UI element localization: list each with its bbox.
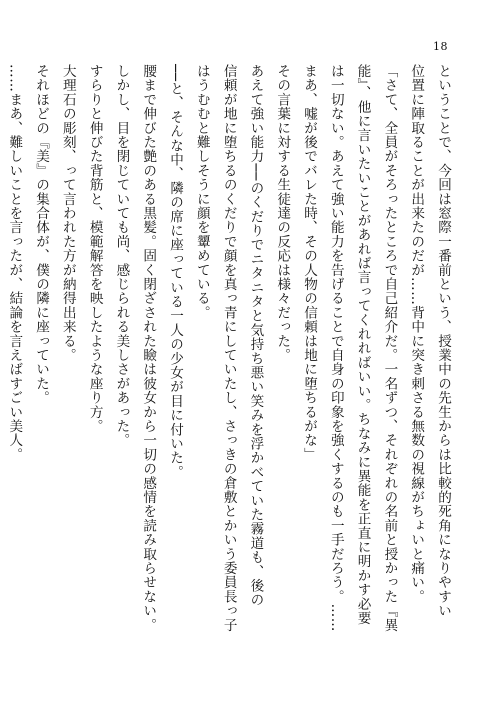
text-line: あえて強い能力──のくだりでニタニタと気持ち悪い笑みを浮かべていた霧道も、後の <box>247 64 264 607</box>
text-line: すらりと伸びた背筋と、模範解答を映したような座り方。 <box>86 64 103 434</box>
text-line: 腰まで伸びた艶のある黒髪。固く閉ざされた瞼は彼女から一切の感情を読み取らせない。 <box>140 64 157 632</box>
text-line: ──と、そんな中、隣の席に座っている一人の少女が目に付いた。 <box>167 64 184 480</box>
text-line: まあ、嘘が後でバレた時、その人物の信頼は地に堕ちるがな」 <box>301 64 318 462</box>
text-line: 能』、他に言いたいことがあれば言ってくれればいい。ちなみに異能を正直に明かす必要 <box>354 64 371 626</box>
text-line: 信頼が地に堕ちるのくだりで顔を真っ青にしていたし、さっきの倉敷とかいう委員長っ子 <box>220 64 237 632</box>
text-line: 大理石の彫刻、って言われた方が納得出来る。 <box>59 64 76 363</box>
text-line: は一切ない。あえて強い能力を告げることで自身の印象を強くするのも一手だろう。…… <box>327 64 344 632</box>
text-line: しかし、目を閉じていても尚、感じられる美しさがあった。 <box>113 64 130 448</box>
text-line: ということで、今回は窓際一番前という、授業中の先生からは比較的死角になりやすい <box>435 64 451 618</box>
text-line: 「さて、全員がそろったところで自己紹介だ。一名ずつ、それぞれの名前と授かった『異 <box>381 64 398 632</box>
body-text <box>0 64 456 649</box>
text-line: 位置に陣取ることが出来たのだが……背中に突き刺さる無数の視線がちょいと痛い。 <box>408 64 425 604</box>
text-line: その言葉に対する生徒達の反応は様々だった。 <box>274 64 291 363</box>
text-line: それほどの『美』の集合体が、僕の隣に座っていた。 <box>33 64 50 405</box>
text-line: ……まあ、難しいことを言ったが、結論を言えばすごい美人。 <box>6 64 23 462</box>
text-line: はうむむと難しそうに顔を顰めている。 <box>193 64 210 320</box>
page-number: 18 <box>433 40 448 53</box>
